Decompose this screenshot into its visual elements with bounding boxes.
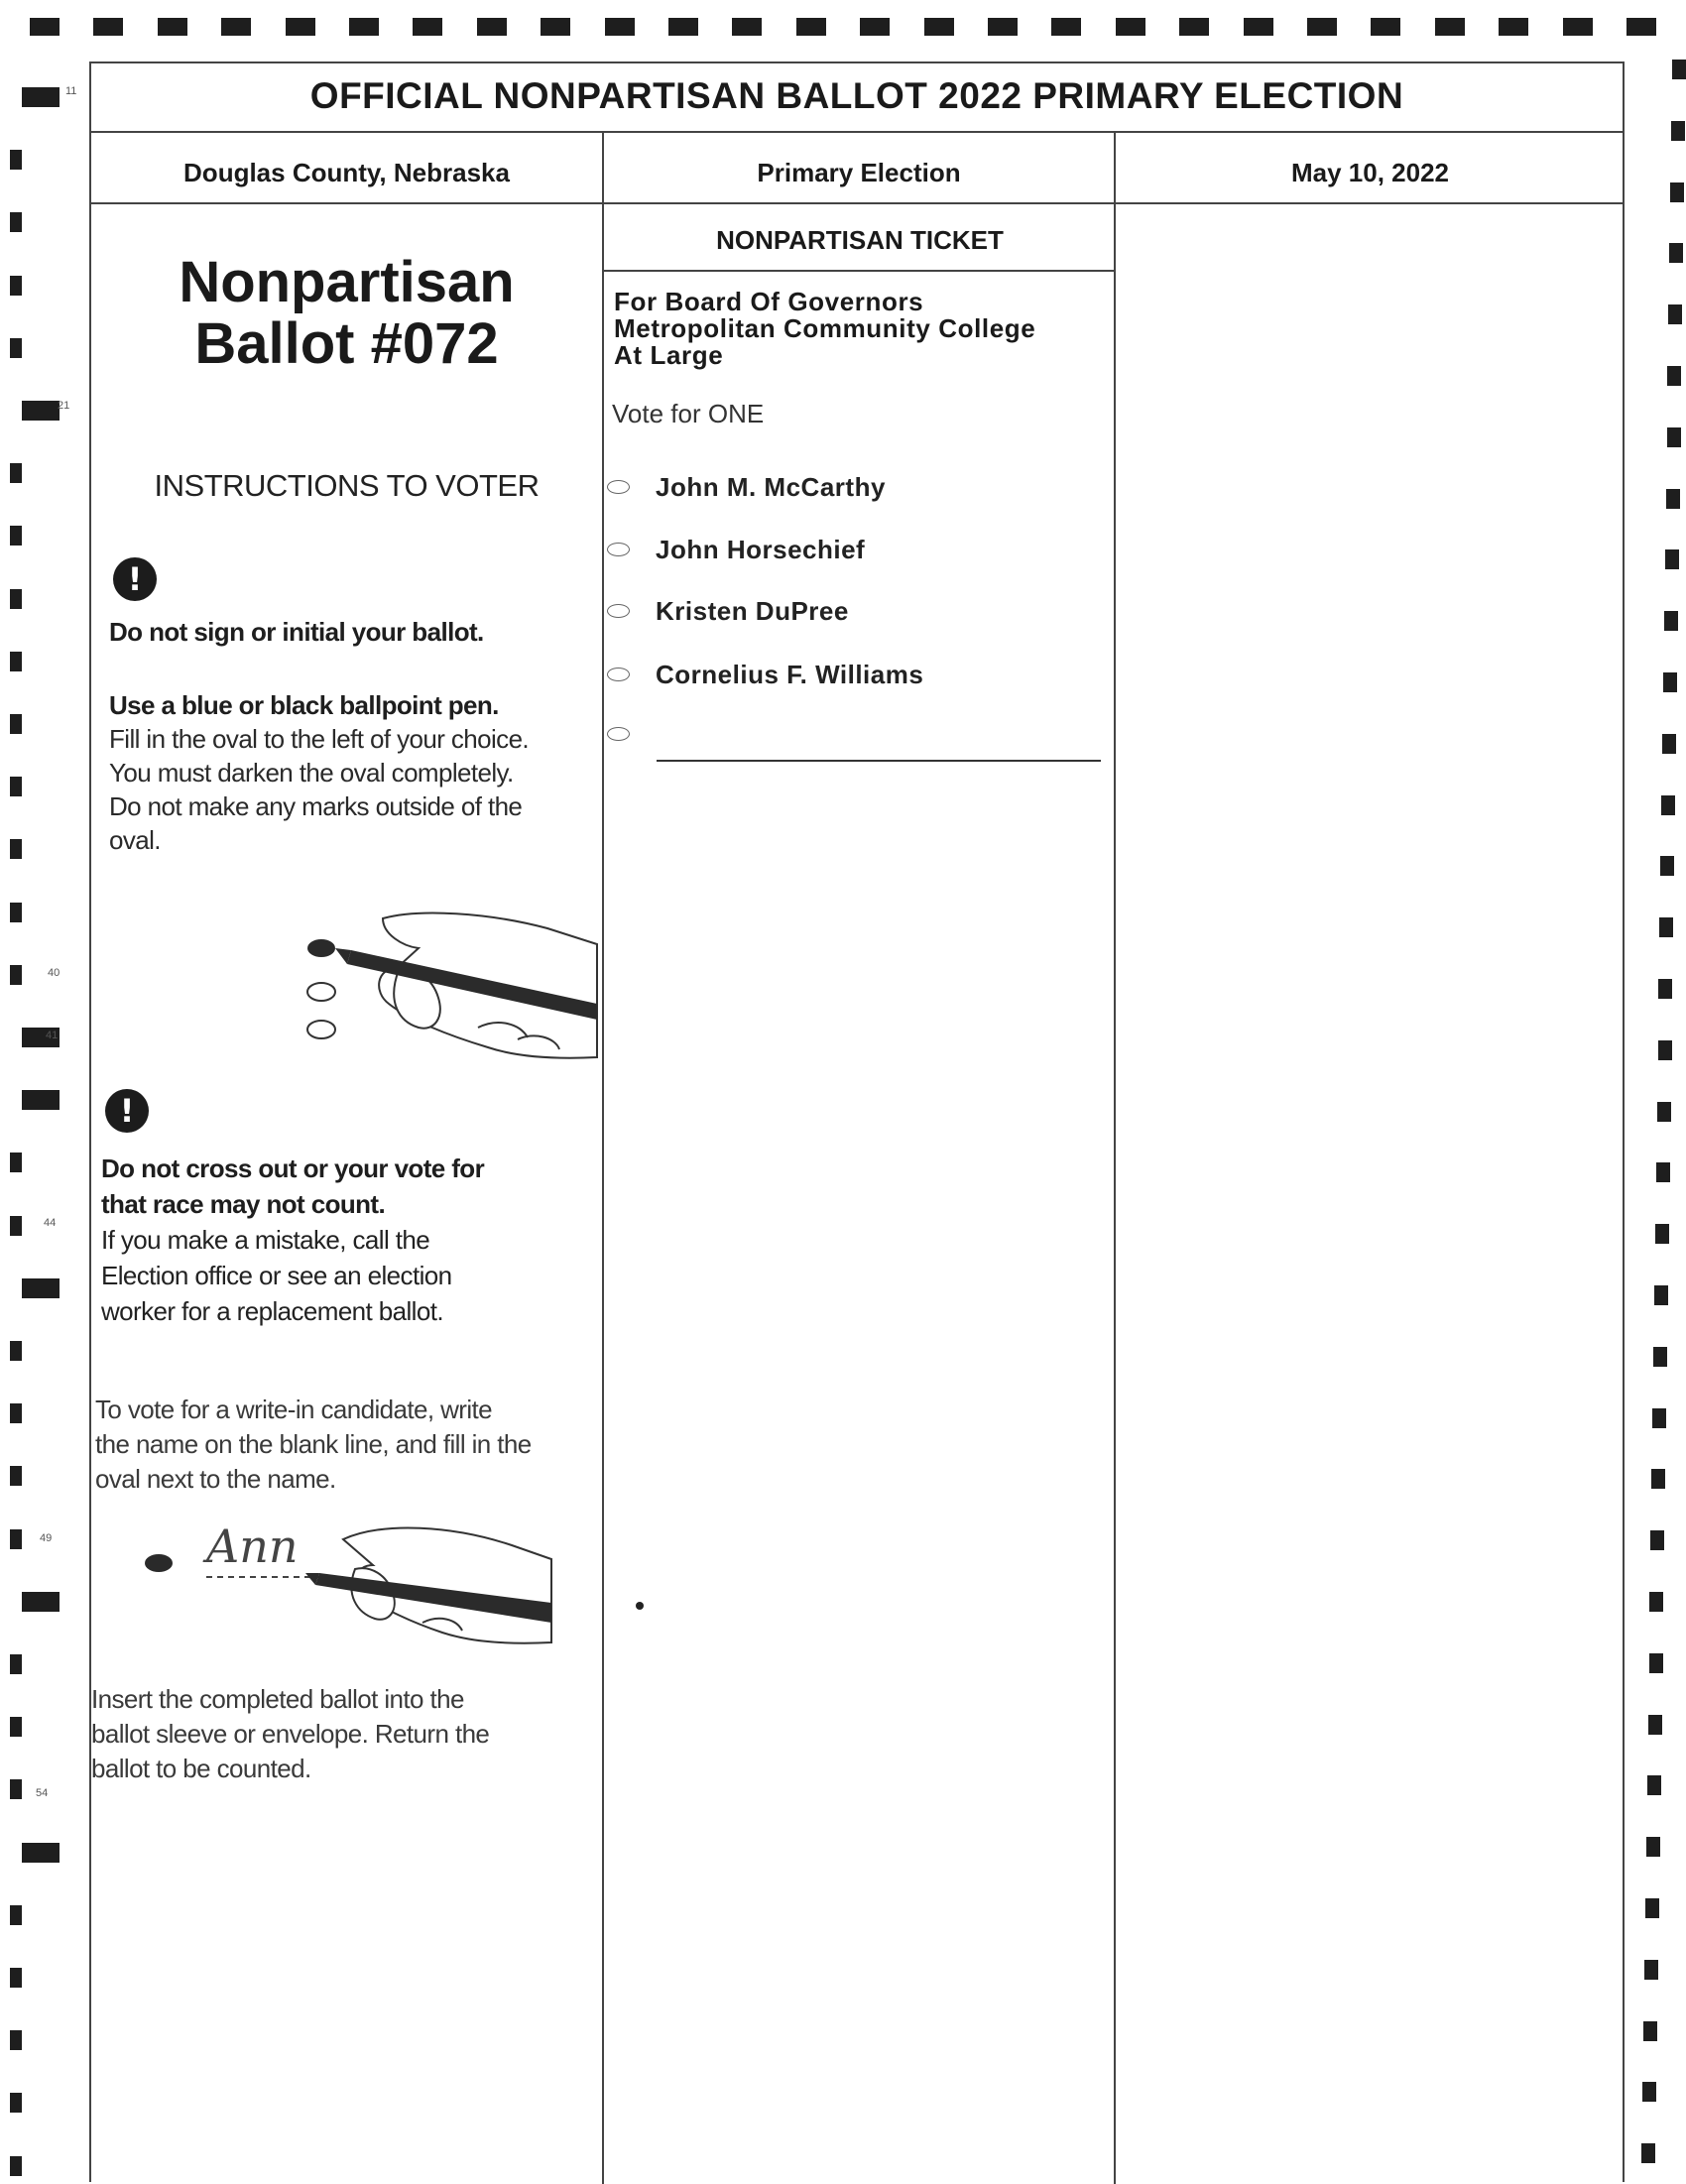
timing-mark	[988, 18, 1018, 36]
timing-mark	[10, 903, 22, 922]
instruction-line: To vote for a write-in candidate, write	[95, 1395, 493, 1424]
timing-mark	[93, 18, 123, 36]
candidate-choice[interactable]	[607, 467, 886, 507]
timing-mark	[10, 1529, 22, 1549]
timing-mark	[1671, 121, 1685, 141]
timing-mark	[221, 18, 251, 36]
instruction-line: If you make a mistake, call the	[101, 1225, 430, 1255]
instruction-line: Use a blue or black ballpoint pen.	[109, 690, 499, 720]
timing-mark	[1646, 1837, 1660, 1857]
filled-oval-icon	[307, 939, 335, 957]
timing-mark-label: 54	[36, 1787, 49, 1799]
timing-mark	[1116, 18, 1145, 36]
timing-mark-label: 41	[46, 1030, 59, 1041]
timing-mark	[10, 777, 22, 796]
instruction-line: Do not make any marks outside of the	[109, 791, 523, 821]
candidate-choice[interactable]	[607, 591, 849, 631]
scan-speck	[636, 1602, 644, 1610]
instruction-line: You must darken the oval completely.	[109, 758, 514, 788]
timing-mark	[10, 1216, 22, 1236]
timing-mark-label: 44	[44, 1217, 57, 1229]
timing-mark	[22, 87, 60, 107]
timing-mark	[1626, 18, 1656, 36]
timing-mark	[10, 1153, 22, 1172]
timing-mark	[1661, 795, 1675, 815]
ballot-frame	[89, 61, 1625, 2182]
timing-mark	[1672, 60, 1686, 79]
timing-mark	[22, 1592, 60, 1612]
timing-mark	[1645, 1898, 1659, 1918]
timing-mark	[10, 1654, 22, 1674]
empty-oval-icon	[307, 1021, 335, 1038]
write-in-line[interactable]	[657, 760, 1101, 762]
timing-mark	[286, 18, 315, 36]
candidate-name: John M. McCarthy	[656, 471, 886, 502]
timing-mark	[1648, 1715, 1662, 1735]
instruction-return	[91, 1682, 577, 1786]
vote-oval[interactable]	[607, 604, 630, 618]
contest-title-line: At Large	[614, 340, 724, 370]
timing-mark-label: 21	[58, 400, 70, 412]
ballot-number-line: Ballot #072	[194, 311, 499, 376]
timing-mark	[1659, 917, 1673, 937]
timing-mark	[541, 18, 570, 36]
timing-mark	[10, 1341, 22, 1361]
filled-oval-icon	[145, 1554, 173, 1572]
timing-mark	[1499, 18, 1528, 36]
timing-mark	[10, 652, 22, 671]
date-header: May 10, 2022	[1290, 157, 1449, 187]
timing-mark	[1642, 2082, 1656, 2102]
timing-mark-label: 11	[65, 85, 77, 97]
instruction-pen	[109, 688, 595, 857]
contest-title-line: For Board Of Governors	[614, 287, 924, 316]
timing-mark	[1371, 18, 1400, 36]
timing-mark	[1652, 1408, 1666, 1428]
timing-mark	[1655, 1224, 1669, 1244]
timing-mark	[1665, 549, 1679, 569]
write-in-example-text: Ann	[206, 1519, 299, 1573]
hand-with-pen-icon	[95, 1519, 601, 1648]
candidate-name: John Horsechief	[656, 534, 866, 564]
timing-mark	[10, 526, 22, 546]
contest-title-line: Metropolitan Community College	[614, 313, 1036, 343]
instruction-line: Election office or see an election	[101, 1261, 452, 1290]
timing-mark	[1649, 1592, 1663, 1612]
timing-mark	[924, 18, 954, 36]
timing-mark	[1667, 427, 1681, 447]
candidate-choice[interactable]	[607, 655, 923, 694]
timing-mark	[1670, 182, 1684, 202]
instruction-line: Do not cross out or your vote for	[101, 1153, 485, 1183]
instruction-line: ballot to be counted.	[91, 1754, 311, 1783]
instruction-line: Fill in the oval to the left of your choice.	[109, 724, 530, 754]
hand-with-pen-icon	[335, 913, 597, 1058]
election-header: Primary Election	[757, 157, 961, 187]
instruction-no-crossout	[101, 1151, 587, 1329]
vote-oval[interactable]	[607, 480, 630, 494]
timing-mark	[1644, 1960, 1658, 1980]
timing-mark	[10, 1466, 22, 1486]
instruction-line: the name on the blank line, and fill in the	[95, 1429, 532, 1459]
timing-mark	[1643, 2021, 1657, 2041]
timing-mark	[10, 1968, 22, 1988]
timing-mark-label: 49	[40, 1532, 53, 1544]
instruction-line: that race may not count.	[101, 1189, 386, 1219]
divider	[91, 202, 1625, 204]
timing-mark	[10, 714, 22, 734]
timing-mark	[10, 2156, 22, 2176]
instruction-line: worker for a replacement ballot.	[101, 1296, 443, 1326]
write-in-choice[interactable]	[607, 714, 656, 754]
ballot-number	[91, 252, 602, 375]
timing-mark	[30, 18, 60, 36]
vote-oval[interactable]	[607, 727, 630, 741]
timing-mark	[10, 150, 22, 170]
timing-mark	[10, 212, 22, 232]
timing-mark	[605, 18, 635, 36]
timing-mark	[10, 2030, 22, 2050]
timing-mark	[1651, 1469, 1665, 1489]
timing-mark	[1307, 18, 1337, 36]
ticket-header: NONPARTISAN TICKET	[716, 224, 1004, 255]
timing-mark	[668, 18, 698, 36]
divider	[91, 131, 1625, 133]
timing-mark	[1667, 366, 1681, 386]
timing-mark	[1668, 304, 1682, 324]
timing-mark	[22, 401, 60, 421]
timing-mark	[860, 18, 890, 36]
timing-mark	[1658, 1040, 1672, 1060]
instruction-line: oval.	[109, 825, 161, 855]
timing-mark	[10, 965, 22, 985]
timing-mark	[1244, 18, 1273, 36]
timing-mark	[477, 18, 507, 36]
timing-mark	[1647, 1775, 1661, 1795]
timing-mark	[1666, 489, 1680, 509]
candidate-choice[interactable]	[607, 530, 865, 569]
timing-mark	[22, 1843, 60, 1863]
timing-mark	[413, 18, 442, 36]
timing-mark	[1435, 18, 1465, 36]
timing-mark	[158, 18, 187, 36]
instruction-line: oval next to the name.	[95, 1464, 336, 1494]
timing-mark	[349, 18, 379, 36]
timing-mark	[1641, 2143, 1655, 2163]
instruction-line: Insert the completed ballot into the	[91, 1684, 464, 1714]
vote-oval[interactable]	[607, 543, 630, 556]
candidate-name: Kristen DuPree	[656, 595, 849, 626]
empty-oval-icon	[307, 983, 335, 1001]
vote-oval[interactable]	[607, 667, 630, 681]
candidate-name: Cornelius F. Williams	[656, 659, 924, 689]
instructions-heading: INSTRUCTIONS TO VOTER	[154, 468, 540, 503]
timing-mark	[22, 1278, 60, 1298]
timing-mark	[1657, 1102, 1671, 1122]
timing-mark	[1656, 1162, 1670, 1182]
pen-fill-illustration	[300, 909, 602, 1067]
timing-mark	[1179, 18, 1209, 36]
timing-mark	[1654, 1285, 1668, 1305]
timing-mark	[1669, 243, 1683, 263]
warning-icon: !	[113, 557, 157, 601]
timing-mark	[22, 1090, 60, 1110]
timing-mark	[1563, 18, 1593, 36]
timing-mark	[1660, 856, 1674, 876]
contest-title	[614, 289, 1035, 369]
divider	[604, 270, 1116, 272]
timing-mark	[1051, 18, 1081, 36]
instruction-write-in	[95, 1393, 581, 1497]
column-divider	[1114, 131, 1116, 2184]
timing-mark	[10, 1403, 22, 1423]
timing-mark	[10, 589, 22, 609]
timing-mark	[10, 463, 22, 483]
timing-mark	[732, 18, 762, 36]
county-header: Douglas County, Nebraska	[183, 157, 510, 187]
timing-mark	[1649, 1653, 1663, 1673]
timing-mark	[10, 338, 22, 358]
timing-mark	[10, 1717, 22, 1737]
timing-mark	[1653, 1347, 1667, 1367]
timing-mark	[1658, 979, 1672, 999]
ballot-title: OFFICIAL NONPARTISAN BALLOT 2022 PRIMARY ELECTION	[309, 75, 1404, 116]
column-divider	[602, 131, 604, 2184]
timing-mark	[1664, 611, 1678, 631]
timing-mark	[10, 1779, 22, 1799]
timing-mark	[10, 276, 22, 296]
timing-mark	[1650, 1530, 1664, 1550]
timing-mark	[10, 839, 22, 859]
vote-for-instruction: Vote for ONE	[612, 399, 765, 428]
timing-mark	[10, 1905, 22, 1925]
instruction-no-sign: Do not sign or initial your ballot.	[109, 617, 484, 647]
timing-mark-label: 40	[48, 967, 60, 979]
timing-mark	[796, 18, 826, 36]
timing-mark	[1663, 672, 1677, 692]
warning-icon: !	[105, 1089, 149, 1133]
timing-mark	[1662, 734, 1676, 754]
instruction-line: ballot sleeve or envelope. Return the	[91, 1719, 490, 1749]
write-in-illustration	[95, 1519, 601, 1648]
ballot-number-line: Nonpartisan	[179, 250, 515, 314]
timing-mark	[10, 2093, 22, 2113]
